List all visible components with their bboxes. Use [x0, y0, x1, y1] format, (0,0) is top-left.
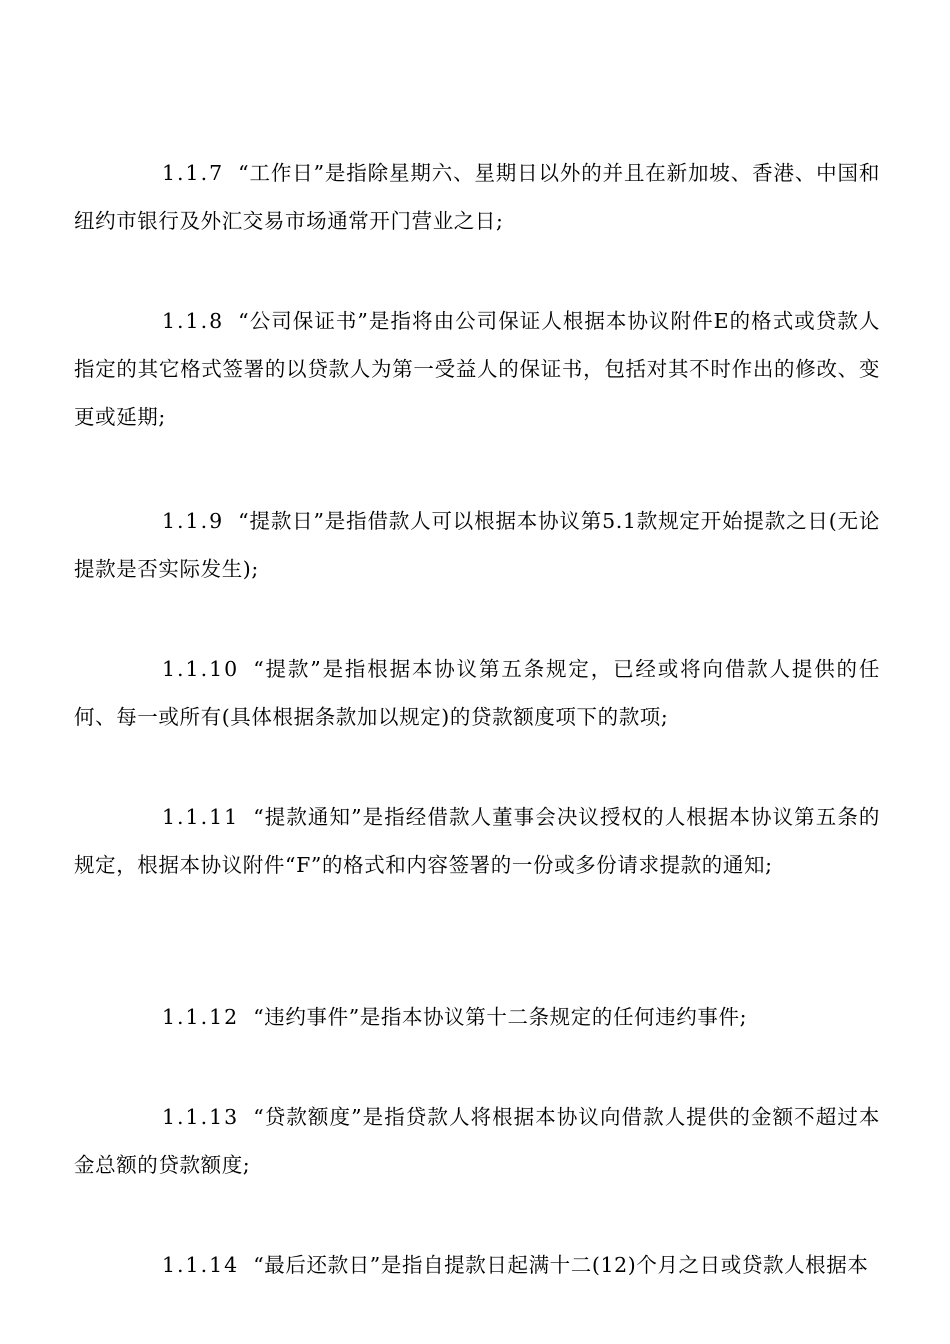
clause-number: 1.1.9: [162, 508, 225, 533]
clause-text: “贷款额度”是指贷款人将根据本协议向借款人提供的金额不超过本金总额的贷款额度;: [74, 1104, 880, 1177]
clause-text: “工作日”是指除星期六、星期日以外的并且在新加坡、香港、中国和纽约市银行及外汇交易市场通常开门营业之日;: [74, 160, 880, 233]
clause-1-1-10: [74, 645, 880, 741]
clause-number: 1.1.10: [162, 656, 240, 681]
clause-1-1-7: [74, 149, 880, 245]
clause-number: 1.1.12: [162, 1004, 240, 1029]
clause-text: “提款”是指根据本协议第五条规定，已经或将向借款人提供的任何、每一或所有(具体根据条款加以规定)的贷款额度项下的款项;: [74, 656, 880, 729]
clause-1-1-14: [74, 1241, 880, 1289]
clause-1-1-8: [74, 297, 880, 441]
clause-1-1-13: [74, 1093, 880, 1189]
clause-text: “提款通知”是指经借款人董事会决议授权的人根据本协议第五条的规定，根据本协议附件“F”的格式和内容签署的一份或多份请求提款的通知;: [74, 804, 880, 877]
clause-1-1-9: [74, 497, 880, 593]
clause-text: “提款日”是指借款人可以根据本协议第5.1款规定开始提款之日(无论提款是否实际发生);: [74, 508, 880, 581]
clause-number: 1.1.13: [162, 1104, 240, 1129]
clause-1-1-12: [74, 993, 880, 1041]
clause-number: 1.1.7: [162, 160, 225, 185]
clause-number: 1.1.14: [162, 1252, 240, 1277]
clause-1-1-11: [74, 793, 880, 889]
clause-text: “违约事件”是指本协议第十二条规定的任何违约事件;: [253, 1004, 748, 1029]
clause-number: 1.1.8: [162, 308, 225, 333]
clause-text: “公司保证书”是指将由公司保证人根据本协议附件E的格式或贷款人指定的其它格式签署的以贷款人为第一受益人的保证书，包括对其不时作出的修改、变更或延期;: [74, 308, 880, 429]
clause-number: 1.1.11: [162, 804, 240, 829]
clause-text: “最后还款日”是指自提款日起满十二(12)个月之日或贷款人根据本: [253, 1252, 869, 1277]
